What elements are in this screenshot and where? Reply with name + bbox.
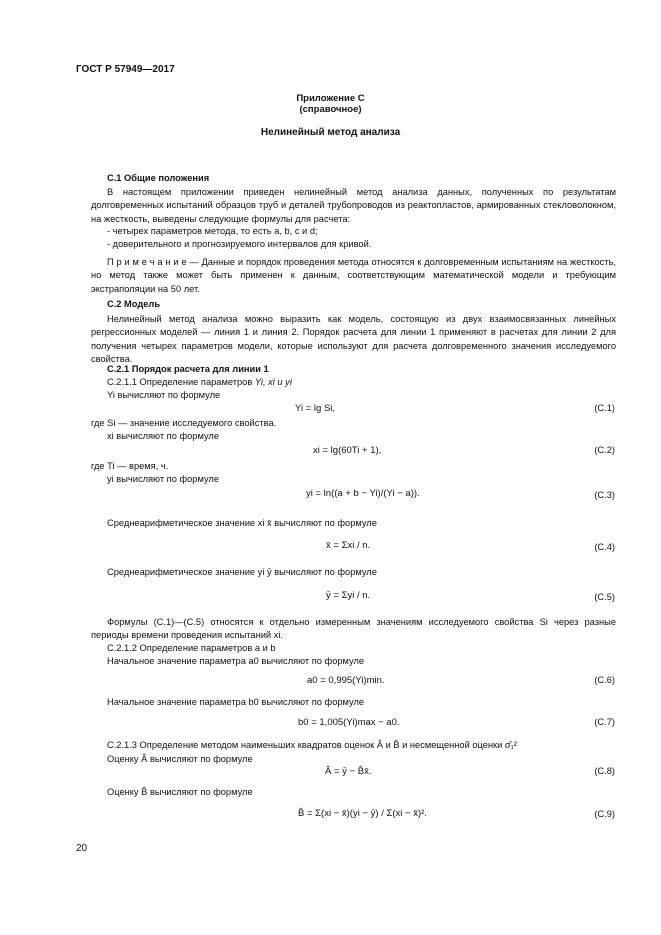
section-c1-intro: В настоящем приложении приведен нелинейный метод анализа данных, полученных по результатам долговременных испытаний образцов труб и деталей трубопроводов из реактопластов, армированных стекловолокном, на жесткость, выведены следующие формулы для расчета: [91,187,616,224]
formula-c4: x̄ = Σxi / n. [326,540,371,551]
eq-number-c5: (С.5) [594,592,615,602]
formula-c2: xi = lg(60Ti + 1), [313,445,382,456]
eq-number-c3: (С.3) [594,490,615,500]
bullet-intervals: - доверительного и прогнозируемого интервалов для кривой. [107,239,372,249]
yi2-calc-text: yi вычисляют по формуле [107,474,219,484]
formula-c9: B̂ = Σ(xi − x̄)(yi − ȳ) / Σ(xi − x̄)². [298,808,427,819]
mean-x-text: Среднеарифметическое значение xi x̄ вычисляют по формуле [107,518,377,528]
a-estimate-text: Оценку Â вычисляют по формуле [107,754,253,764]
formula-c3: yi = ln((a + b − Yi)/(Yi − a)). [306,488,420,499]
a0-text: Начальное значение параметра a0 вычисляют по формуле [107,656,365,666]
section-c2-text: Нелинейный метод анализа можно выразить как модель, состоящую из двух взаимосвязанных линейных регрессионных моделей — линия 1 и линия 2. Порядок расчета для линии 1 применяют в расчетах для линии 2 для получения четырех параметров модели, которые используют для расчета долговременного значения исследуемого свойства. [91,314,616,364]
bullet-parameters: - четырех параметров метода, то есть a, b, c и d; [107,226,318,236]
eq-number-c4: (С.4) [594,542,615,552]
section-c1-heading: С.1 Общие положения [107,173,210,183]
section-c21-heading: С.2.1 Порядок расчета для линии 1 [107,364,269,374]
formula-c7: b0 = 1,005(Yi)max − a0. [298,717,400,728]
formula-c8: Â = ȳ − B̂x̄. [325,766,372,777]
note-text: — Данные и порядок проведения метода относятся к долговременным испытаниям на жесткость, но метод также может быть применен к данным, соответствующим математической модели и требующим экстраполяции на 50 лет. [91,257,616,294]
b-estimate-text: Оценку B̂ вычисляют по формуле [107,787,253,797]
eq-number-c2: (С.2) [594,445,615,455]
note-paragraph [91,256,616,296]
appendix-subject: Нелинейный метод анализа [260,127,401,138]
yi-calc-text: Yi вычисляют по формуле [107,390,221,400]
appendix-status: (справочное) [299,104,362,115]
where-t-text: где Ti — время, ч. [91,461,169,471]
note-label: П р и м е ч а н и е [107,257,187,267]
c212-heading: С.2.1.2 Определение параметров a и b [107,643,276,653]
where-s-text: где Si — значение исследуемого свойства. [91,418,277,428]
c211-heading: С.2.1.1 Определение параметров Yi, xi и yi [107,377,292,387]
formula-c1: Yi = lg Si, [295,403,336,414]
c211-vars: Yi, xi и yi [254,377,292,387]
document-id: ГОСТ Р 57949—2017 [76,64,175,75]
eq-number-c6: (С.6) [594,675,615,685]
eq-number-c1: (С.1) [594,403,615,413]
mean-y-text: Среднеарифметическое значение yi ȳ вычисляют по формуле [107,567,377,577]
xi-calc-text: xi вычисляют по формуле [107,431,219,441]
eq-number-c8: (С.8) [594,766,615,776]
eq-number-c7: (С.7) [594,717,615,727]
page-number: 20 [76,843,88,854]
section-c2-heading: С.2 Модель [107,299,161,309]
c213-heading: С.2.1.3 Определение методом наименьших квадратов оценок Â и B̂ и несмещенной оценки σ̂₁² [107,740,517,750]
formula-c6: a0 = 0,995(Yi)min. [307,675,385,686]
appendix-title: Приложение С [296,93,365,104]
formulas-note: Формулы (С.1)—(С.5) относятся к отдельно измеренным значениям исследуемого свойства Si через разные периоды времени проведения испытаний xi. [91,617,616,641]
formula-c5: ȳ = Σyi / n. [326,590,371,601]
b0-text: Начальное значение параметра b0 вычисляют по формуле [107,697,365,707]
eq-number-c9: (С.9) [594,809,615,819]
